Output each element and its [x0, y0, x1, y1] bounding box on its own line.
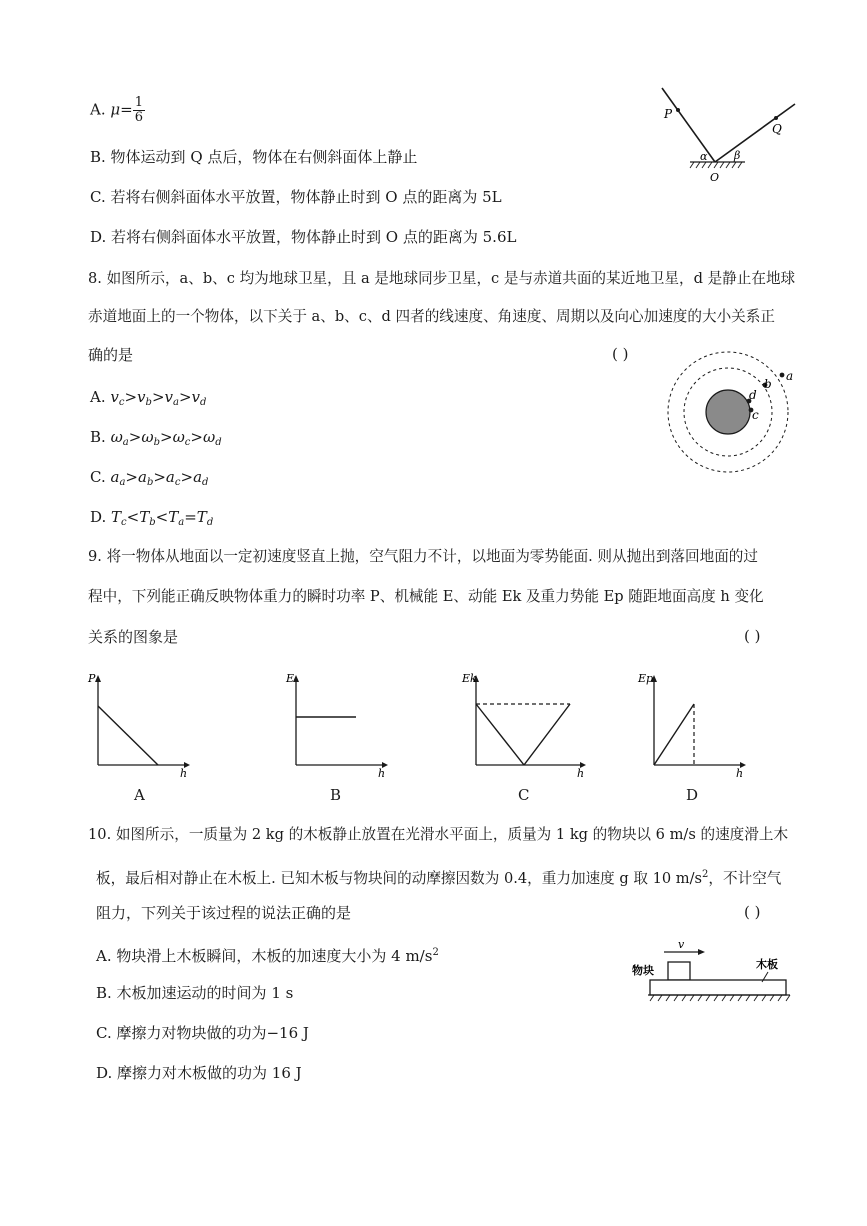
kinetic-down-line: [476, 704, 524, 765]
q10-stem-line-2: [96, 864, 781, 890]
relation: >: [124, 388, 138, 406]
q9-stem-line-2: 程中，下列能正确反映物体重力的瞬时功率 P、机械能 E、动能 Ek 及重力势能 Ep 随距地面高度 h 变化: [88, 588, 764, 605]
relation: >: [151, 388, 165, 406]
q8-option-a-prefix: A.: [90, 388, 111, 406]
q8-stem-line-3: 确的是: [88, 346, 134, 364]
y-axis-label: P: [88, 672, 96, 685]
q7-option-a-prefix: A.: [90, 100, 111, 119]
symbol: T: [168, 508, 179, 526]
relation: >: [128, 428, 142, 446]
q8-orbit-figure: [660, 348, 810, 478]
subscript: d: [200, 397, 207, 408]
q10-option-a-text: A. 物块滑上木板瞬间，木板的加速度大小为 4 m/s: [96, 947, 433, 965]
subscript: a: [122, 437, 129, 448]
point-p-label: P: [664, 107, 673, 121]
q8-option-a: [90, 386, 206, 414]
symbol: ω: [110, 428, 123, 446]
q10-stem-line-1: 10. 如图所示，一质量为 2 kg 的木板静止放置在光滑水平面上，质量为 1 kg 的物块以 6 m/s 的速度滑上木: [88, 826, 789, 843]
relation: >: [190, 428, 203, 446]
q10-option-a: [96, 942, 439, 967]
q9-graph-a: [84, 670, 194, 780]
relation: >: [159, 428, 173, 446]
q7-option-c: C. 若将右侧斜面体水平放置，物体静止时到 O 点的距离为 5L: [90, 188, 502, 206]
subscript: b: [146, 477, 154, 488]
angle-alpha-label: α: [700, 150, 708, 163]
symbol: a: [137, 468, 147, 486]
q8-stem-line-2: 赤道地面上的一个物体，以下关于 a、b、c、d 四者的线速度、角速度、周期以及向心加速度的大小关系正: [88, 308, 775, 325]
x-axis-label: h: [378, 767, 386, 780]
velocity-arrow-head: [698, 949, 705, 955]
mu-symbol: μ: [110, 100, 121, 119]
ground-hatch: [690, 162, 742, 168]
point-p-dot: [676, 108, 680, 112]
relation: =: [184, 508, 197, 526]
potential-line: [654, 704, 694, 765]
kinetic-up-line: [524, 704, 570, 765]
floor-hatch: [650, 995, 790, 1001]
symbol: v: [191, 388, 201, 406]
symbol: v: [164, 388, 173, 406]
superscript-two: 2: [702, 869, 709, 880]
relation: >: [178, 388, 192, 406]
symbol: v: [110, 388, 119, 406]
x-axis-label: h: [577, 767, 585, 780]
relation: <: [155, 508, 169, 526]
subscript: c: [118, 397, 125, 408]
q10-option-d: D. 摩擦力对木板做的功为 16 J: [96, 1064, 302, 1082]
q9-stem-line-1: 9. 将一物体从地面以一定初速度竖直上抛，空气阻力不计，以地面为零势能面. 则从抛出到落回地面的过: [88, 548, 758, 565]
fraction-numerator: 1: [134, 95, 143, 110]
q8-option-c: [90, 466, 208, 494]
point-o-label: O: [710, 171, 720, 184]
satellite-c-label: c: [752, 408, 759, 422]
y-axis-label-text: Ek: [462, 672, 477, 685]
q7-option-d: D. 若将右侧斜面体水平放置，物体静止时到 O 点的距离为 5.6L: [90, 228, 517, 246]
q8-answer-parentheses: ( ): [612, 345, 629, 363]
q10-option-b: B. 木板加速运动的时间为 1 s: [96, 984, 294, 1002]
superscript-two: 2: [432, 947, 439, 958]
q10-stem-line-2-main: 板，最后相对静止在木板上. 已知木板与物块间的动摩擦因数为 0.4，重力加速度 g 取 10 m/s: [96, 870, 703, 887]
symbol: ω: [141, 428, 154, 446]
q9-graph-d-label: D: [686, 786, 699, 804]
subscript: c: [121, 517, 127, 528]
y-axis-arrow: [95, 675, 101, 682]
symbol: ω: [172, 428, 185, 446]
subscript: d: [206, 517, 214, 528]
subscript: b: [145, 397, 152, 408]
equals-sign: =: [120, 100, 133, 119]
satellite-b-label: b: [764, 377, 772, 391]
subscript: b: [153, 437, 160, 448]
symbol: T: [196, 508, 207, 526]
x-axis-label: h: [180, 767, 188, 780]
fraction-one-sixth: [133, 96, 145, 125]
q10-stem-line-3: 阻力，下列关于该过程的说法正确的是: [96, 904, 352, 922]
y-axis-label: [461, 672, 477, 685]
q8-stem-line-1: 8. 如图所示，a、b、c 均为地球卫星，且 a 是地球同步卫星，c 是与赤道共面的某近地卫星，d 是静止在地球: [88, 270, 796, 287]
y-axis-label: Ep: [638, 672, 654, 685]
satellite-a-dot: [780, 373, 785, 378]
symbol: a: [110, 468, 120, 486]
block-rect: [668, 962, 690, 980]
subscript: a: [119, 477, 126, 488]
board-rect: [650, 980, 786, 995]
right-slope-line: [715, 104, 795, 162]
subscript: c: [174, 477, 181, 488]
subscript: a: [178, 517, 185, 528]
board-label: 木板: [756, 958, 778, 971]
q9-answer-parentheses: ( ): [744, 627, 761, 645]
point-q-dot: [774, 116, 778, 120]
q10-option-c: C. 摩擦力对物块做的功为−16 J: [96, 1024, 309, 1042]
x-axis-label: h: [736, 767, 744, 780]
q8-option-b: [90, 426, 222, 454]
subscript: a: [173, 397, 179, 408]
q7-slope-figure: [650, 84, 810, 184]
q8-option-d-prefix: D.: [90, 508, 112, 526]
q9-graph-b: [282, 670, 392, 780]
symbol: ω: [202, 428, 216, 446]
subscript: d: [215, 437, 222, 448]
symbol: v: [137, 388, 146, 406]
q9-stem-line-3: 关系的图象是: [88, 628, 179, 646]
velocity-label: v: [678, 938, 685, 951]
q8-option-b-prefix: B.: [90, 428, 111, 446]
subscript: c: [184, 437, 191, 448]
earth-circle: [706, 390, 750, 434]
symbol: a: [165, 468, 175, 486]
symbol: T: [139, 508, 150, 526]
q9-graph-c: [460, 670, 590, 780]
subscript: d: [202, 477, 209, 488]
block-label: 物块: [632, 964, 654, 977]
angle-beta-label: β: [734, 149, 741, 162]
q10-answer-parentheses: ( ): [744, 903, 761, 921]
q8-option-d: [90, 506, 213, 534]
relation: >: [180, 468, 194, 486]
q9-graph-a-label: A: [134, 786, 145, 804]
q9-graph-c-label: C: [518, 786, 530, 804]
q10-stem-line-2-tail: ，不计空气: [708, 870, 782, 887]
q7-option-b: B. 物体运动到 Q 点后，物体在右侧斜面体上静止: [90, 148, 418, 166]
fraction-denominator: 6: [134, 110, 143, 125]
q9-graph-b-label: B: [330, 786, 342, 804]
relation: >: [125, 468, 138, 486]
q10-block-board-figure: [628, 936, 803, 1010]
object-d-label: d: [749, 388, 757, 402]
power-vs-height-line: [98, 706, 158, 765]
relation: >: [153, 468, 166, 486]
subscript: b: [149, 517, 156, 528]
y-axis-label: E: [286, 672, 295, 685]
symbol: T: [111, 508, 122, 526]
q9-graph-d: [636, 670, 751, 780]
q7-option-a: [90, 96, 145, 125]
satellite-a-label: a: [786, 369, 794, 383]
relation: <: [126, 508, 140, 526]
symbol: a: [193, 468, 203, 486]
q8-option-c-prefix: C.: [90, 468, 111, 486]
point-q-label: Q: [772, 122, 782, 136]
